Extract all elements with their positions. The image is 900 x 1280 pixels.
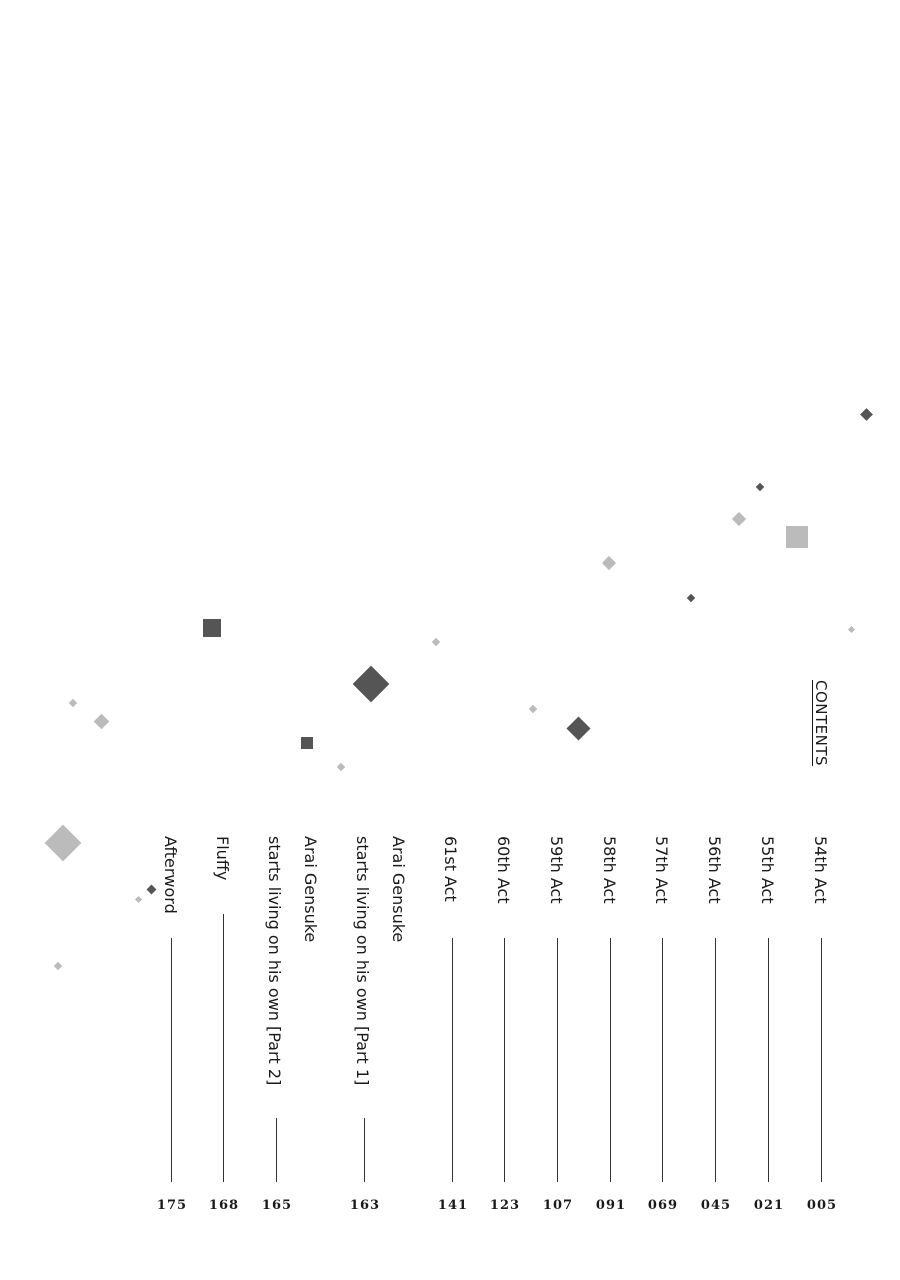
toc-entry-label-60th-act[interactable]: 60th Act bbox=[494, 836, 513, 904]
leader-line bbox=[276, 1118, 277, 1182]
decorative-diamond bbox=[54, 962, 62, 970]
leader-line bbox=[557, 938, 558, 1182]
leader-line bbox=[821, 938, 822, 1182]
page-number: 123 bbox=[489, 1198, 521, 1213]
toc-entry-label-afterword[interactable]: Afterword bbox=[161, 836, 180, 914]
leader-line bbox=[364, 1118, 365, 1182]
page-number: 165 bbox=[261, 1198, 293, 1213]
toc-entry-label-54th-act[interactable]: 54th Act bbox=[811, 836, 830, 904]
page-number: 141 bbox=[437, 1198, 469, 1213]
page-number: 069 bbox=[647, 1198, 679, 1213]
decorative-square bbox=[786, 526, 808, 548]
page-number: 005 bbox=[806, 1198, 838, 1213]
page-number: 107 bbox=[542, 1198, 574, 1213]
toc-entry-label-arai-part1-line1[interactable]: Arai Gensuke bbox=[389, 836, 408, 943]
leader-line bbox=[610, 938, 611, 1182]
decorative-diamond bbox=[45, 825, 82, 862]
toc-entry-label-fluffy[interactable]: Fluffy bbox=[213, 836, 232, 881]
decorative-diamond bbox=[337, 763, 345, 771]
leader-line bbox=[715, 938, 716, 1182]
decorative-diamond bbox=[848, 626, 855, 633]
toc-entry-label-59th-act[interactable]: 59th Act bbox=[547, 836, 566, 904]
leader-line bbox=[504, 938, 505, 1182]
leader-line bbox=[452, 938, 453, 1182]
decorative-diamond bbox=[732, 512, 746, 526]
decorative-diamond bbox=[602, 556, 616, 570]
leader-line bbox=[768, 938, 769, 1182]
toc-entry-label-57th-act[interactable]: 57th Act bbox=[652, 836, 671, 904]
page-number: 091 bbox=[595, 1198, 627, 1213]
decorative-diamond bbox=[432, 638, 440, 646]
decorative-diamond bbox=[687, 594, 695, 602]
toc-entry-label-61st-act[interactable]: 61st Act bbox=[441, 836, 460, 902]
toc-entry-label-arai-part1-line2[interactable]: starts living on his own [Part 1] bbox=[353, 836, 372, 1086]
decorative-diamond bbox=[353, 666, 390, 703]
decorative-diamond bbox=[147, 885, 157, 895]
page-number: 168 bbox=[208, 1198, 240, 1213]
toc-entry-label-arai-part2-line1[interactable]: Arai Gensuke bbox=[301, 836, 320, 943]
decorative-diamond bbox=[860, 408, 873, 421]
contents-title: CONTENTS bbox=[812, 680, 830, 767]
page-number: 163 bbox=[349, 1198, 381, 1213]
decorative-diamond bbox=[756, 483, 764, 491]
page-number: 175 bbox=[156, 1198, 188, 1213]
decorative-diamond bbox=[566, 716, 590, 740]
toc-entry-label-56th-act[interactable]: 56th Act bbox=[705, 836, 724, 904]
toc-entry-label-55th-act[interactable]: 55th Act bbox=[758, 836, 777, 904]
decorative-square bbox=[301, 737, 313, 749]
decorative-square bbox=[203, 619, 221, 637]
leader-line bbox=[223, 914, 224, 1182]
decorative-diamond bbox=[529, 705, 537, 713]
page-number: 045 bbox=[700, 1198, 732, 1213]
leader-line bbox=[171, 938, 172, 1182]
toc-entry-label-arai-part2-line2[interactable]: starts living on his own [Part 2] bbox=[265, 836, 284, 1086]
leader-line bbox=[662, 938, 663, 1182]
decorative-diamond bbox=[135, 896, 142, 903]
toc-entry-label-58th-act[interactable]: 58th Act bbox=[600, 836, 619, 904]
decorative-diamond bbox=[94, 714, 110, 730]
decorative-diamond bbox=[69, 699, 77, 707]
page-number: 021 bbox=[753, 1198, 785, 1213]
